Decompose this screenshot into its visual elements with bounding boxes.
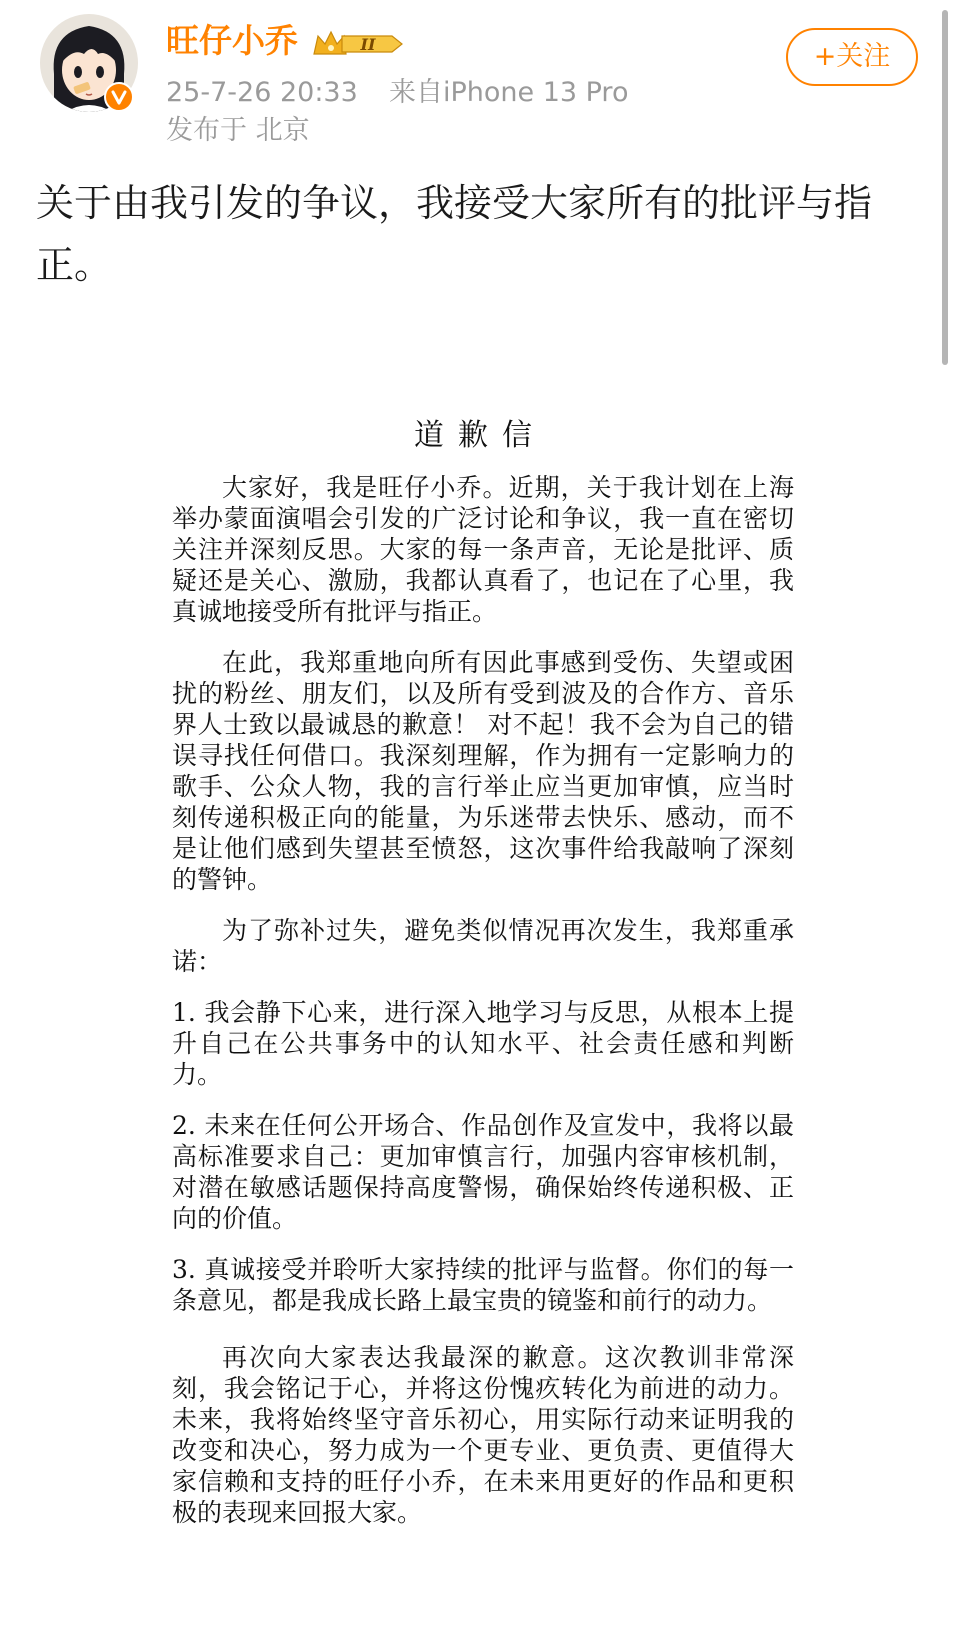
post-text: 关于由我引发的争议，我接受大家所有的批评与指正。 [36, 181, 873, 287]
letter-paragraph: 在此，我郑重地向所有因此事感到受伤、失望或困扰的粉丝、朋友们，以及所有受到波及的合作方、音乐界人士致以最诚恳的歉意！ 对不起！我不会为自己的错误寻找任何借口。我深刻理解，作为拥有一定影响力的歌手、公众人物，我的言行举止应当更加审慎，应当时刻传递积极正向的能量，为乐迷带去快乐、感动，而不是让他们感到失望甚至愤怒，这次事件给我敲响了深刻的警钟。 [172, 648, 794, 894]
scrollbar[interactable] [942, 10, 948, 365]
user-name[interactable]: 旺仔小乔 [166, 21, 298, 60]
letter-closing: 再次向大家表达我最深的歉意。这次教训非常深刻，我会铭记于心，并将这份愧疚转化为前进的动力。未来，我将始终坚守音乐初心，用实际行动来证明我的改变和决心，努力成为一个更专业、更负责、更值得大家信赖和支持的旺仔小乔，在未来用更好的作品和更积极的表现来回报大家。 [172, 1343, 794, 1527]
verified-v-icon [104, 82, 134, 112]
level-label: II [360, 35, 376, 54]
post-timestamp: 25-7-26 20:33 [166, 77, 358, 108]
letter-commitment: 2. 未来在任何公开场合、作品创作及宣发中，我将以最高标准要求自己：更加审慎言行，加强内容审核机制，对潜在敏感话题保持高度警惕，确保始终传递积极、正向的价值。 [172, 1111, 794, 1233]
post-location: 发布于 北京 [166, 115, 310, 146]
follow-button[interactable]: +关注 [786, 28, 918, 86]
letter-commitment: 3. 真诚接受并聆听大家持续的批评与监督。你们的每一条意见，都是我成长路上最宝贵的镜鉴和前行的动力。 [172, 1255, 794, 1315]
post-source: 来自iPhone 13 Pro [388, 77, 629, 108]
letter-paragraph: 为了弥补过失，避免类似情况再次发生，我郑重承诺： [172, 916, 794, 976]
post-header [0, 0, 960, 160]
crown-level-badge-icon[interactable] [312, 28, 404, 60]
letter-commitment: 1. 我会静下心来，进行深入地学习与反思，从根本上提升自己在公共事务中的认知水平、社会责任感和判断力。 [172, 998, 794, 1089]
letter-title: 道歉信 [414, 418, 546, 453]
apology-letter-image[interactable] [0, 390, 960, 1625]
letter-body [172, 472, 794, 1548]
letter-paragraph: 大家好，我是旺仔小乔。近期，关于我计划在上海举办蒙面演唱会引发的广泛讨论和争议，我一直在密切关注并深刻反思。大家的每一条声音，无论是批评、质疑还是关心、激励，我都认真看了，也记在了心里，我真诚地接受所有批评与指正。 [172, 473, 794, 626]
post-meta [166, 76, 628, 110]
